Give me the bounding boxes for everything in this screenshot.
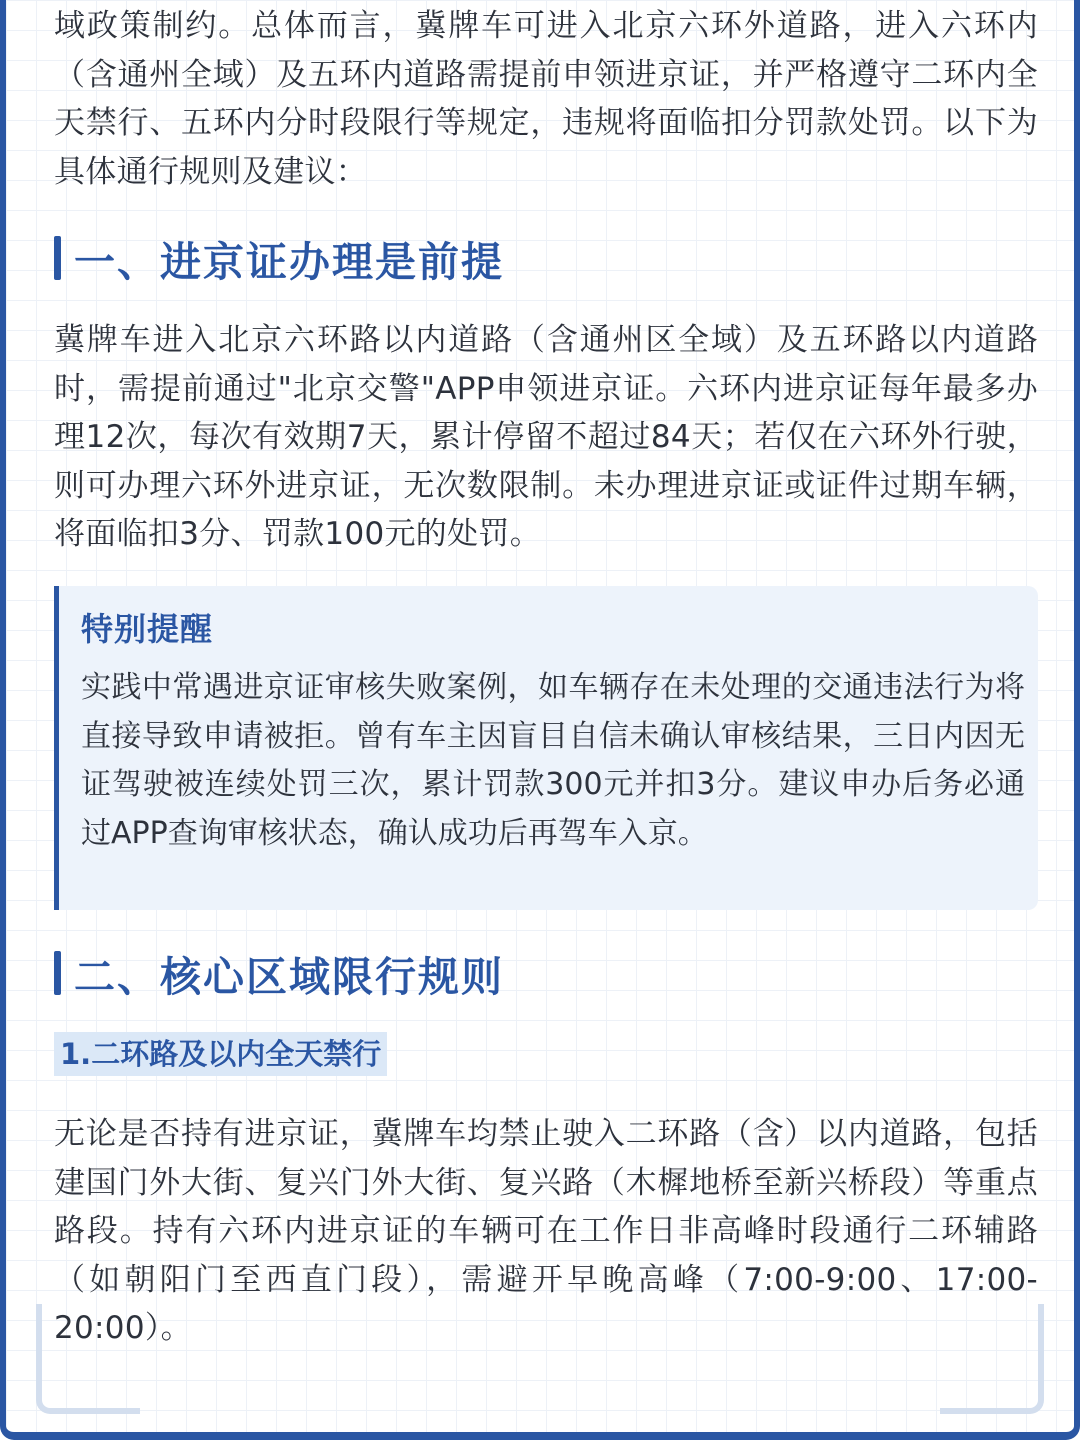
heading-accent-bar	[54, 951, 61, 995]
heading-accent-bar	[54, 236, 61, 280]
section-1-title: 一、进京证办理是前提	[74, 237, 504, 286]
decorative-corner-left	[36, 1304, 140, 1414]
section-2-paragraph: 无论是否持有进京证，冀牌车均禁止驶入二环路（含）以内道路，包括建国门外大街、复兴门外大街、复兴路（木樨地桥至新兴桥段）等重点路段。持有六环内进京证的车辆可在工作日非高峰时段通行二环辅路（如朝阳门至西直门段），需避开早晚高峰（7:00-9:00、17:00-20:00）。	[54, 1116, 1038, 1346]
section-2-heading	[54, 950, 504, 1001]
section-1-paragraph: 冀牌车进入北京六环路以内道路（含通州区全域）及五环路以内道路时，需提前通过"北京交警"APP申领进京证。六环内进京证每年最多办理12次，每次有效期7天，累计停留不超过84天；若仅在六环外行驶，则可办理六环外进京证，无次数限制。未办理进京证或证件过期车辆，将面临扣3分、罚款100元的处罚。	[54, 322, 1038, 552]
callout-title: 特别提醒	[81, 610, 214, 648]
intro-paragraph: 域政策制约。总体而言，冀牌车可进入北京六环外道路，进入六环内（含通州全域）及五环内道路需提前申领进京证，并严格遵守二环内全天禁行、五环内分时段限行等规定，违规将面临扣分罚款处罚。以下为具体通行规则及建议：	[54, 8, 1038, 190]
callout-body: 实践中常遇进京证审核失败案例，如车辆存在未处理的交通违法行为将直接导致申请被拒。曾有车主因盲目自信未确认审核结果，三日内因无证驾驶被连续处罚三次，累计罚款300元并扣3分。建议申办后务必通过APP查询审核状态，确认成功后再驾车入京。	[81, 670, 1025, 851]
special-reminder-callout	[54, 586, 1038, 910]
decorative-corner-right	[940, 1304, 1044, 1414]
section-1-heading	[54, 235, 504, 286]
section-2-title: 二、核心区域限行规则	[74, 952, 504, 1001]
subsection-1-tag: 1.二环路及以内全天禁行	[54, 1032, 387, 1076]
